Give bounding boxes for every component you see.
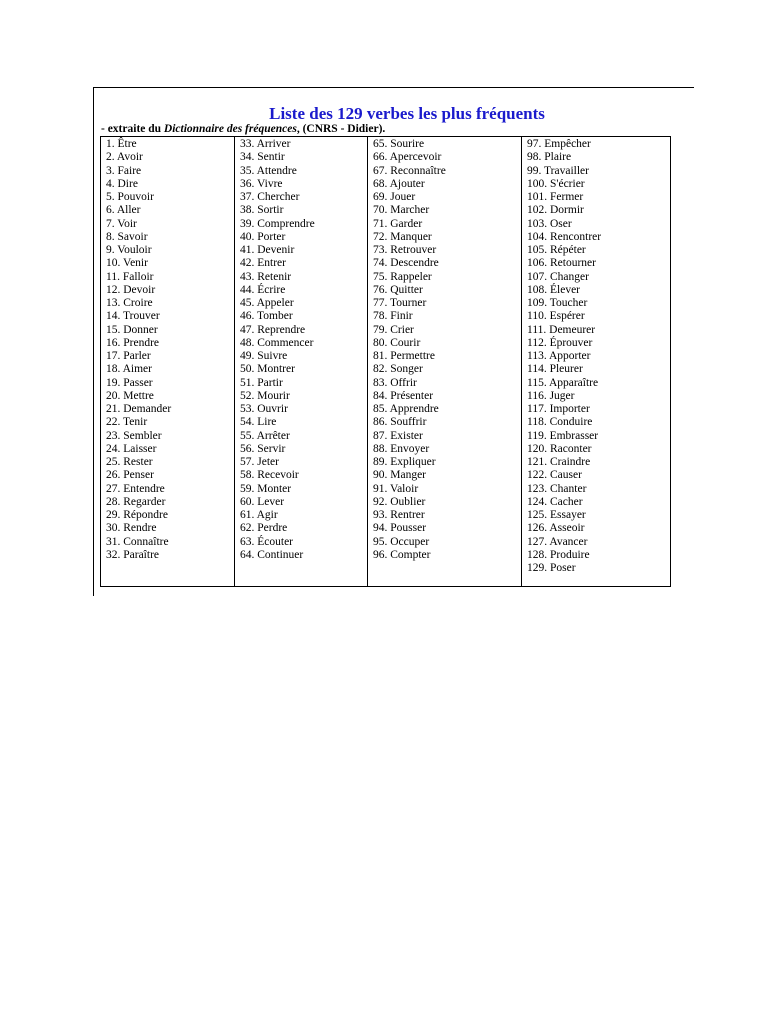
verb-list-item: 46. Tomber	[240, 310, 293, 323]
verb-list-item: 65. Sourire	[373, 138, 425, 150]
source-prefix: - extraite du	[101, 123, 164, 135]
verb-list-item: 90. Manger	[373, 469, 427, 482]
verb-list-item: 126. Asseoir	[527, 522, 585, 535]
verb-list-item: 118. Conduire	[527, 416, 593, 429]
page-title: Liste des 129 verbes les plus fréquents	[269, 104, 545, 123]
verb-list-item: 125. Essayer	[527, 509, 586, 521]
verb-list-item: 64. Continuer	[240, 548, 304, 561]
verb-list-item: 16. Prendre	[106, 336, 160, 349]
verb-list-item: 8. Savoir	[106, 230, 148, 243]
verb-list-item: 50. Montrer	[240, 363, 295, 376]
verb-list-item: 111. Demeurer	[527, 323, 596, 336]
verb-list-item: 43. Retenir	[240, 270, 292, 283]
verb-column-4	[522, 137, 670, 586]
verb-column-2	[235, 137, 368, 586]
verb-list-item: 109. Toucher	[527, 297, 588, 309]
verb-list-item: 59. Monter	[240, 482, 292, 495]
verb-list-item: 30. Rendre	[106, 522, 157, 535]
verb-list-item: 87. Exister	[373, 429, 423, 442]
verb-list-item: 75. Rappeler	[373, 270, 432, 283]
verb-list-item: 58. Recevoir	[240, 469, 299, 482]
verb-list-item: 113. Apporter	[527, 350, 591, 362]
verb-list-item: 73. Retrouver	[373, 244, 437, 256]
verb-list-item: 127. Avancer	[527, 535, 588, 548]
verb-list-item: 97. Empêcher	[527, 138, 591, 150]
verb-list-item: 20. Mettre	[106, 389, 154, 402]
verb-list-item: 120. Raconter	[527, 442, 592, 455]
verb-column-3	[368, 137, 522, 586]
verb-list-item: 13. Croire	[106, 297, 153, 309]
verb-list-item: 82. Songer	[373, 363, 423, 376]
verb-list-item: 108. Élever	[527, 283, 581, 296]
verb-list-item: 53. Ouvrir	[240, 403, 288, 415]
verb-list-item: 76. Quitter	[373, 283, 423, 296]
verb-list-item: 129. Poser	[527, 562, 576, 574]
verb-list-item: 39. Comprendre	[240, 217, 315, 230]
verb-list-item: 48. Commencer	[240, 336, 314, 349]
verb-list-item: 114. Pleurer	[527, 363, 583, 376]
verb-list-item: 62. Perdre	[240, 522, 288, 535]
verb-list-item: 67. Reconnaître	[373, 164, 446, 177]
verb-list-item: 78. Finir	[373, 310, 413, 323]
verb-list-item: 115. Apparaître	[527, 376, 599, 389]
verb-list-item: 11. Falloir	[106, 270, 154, 283]
verb-list-item: 103. Oser	[527, 217, 572, 230]
verb-list-item: 84. Présenter	[373, 389, 434, 402]
verb-list-item: 54. Lire	[240, 416, 277, 429]
verb-list-item: 33. Arriver	[240, 138, 291, 150]
verb-list-item: 104. Rencontrer	[527, 230, 602, 243]
source-suffix: , (CNRS - Didier).	[296, 123, 386, 135]
verb-list-item: 17. Parler	[106, 350, 151, 362]
verb-list-item: 81. Permettre	[373, 350, 435, 362]
verb-list-item: 85. Apprendre	[373, 403, 439, 415]
verb-list-item: 122. Causer	[527, 469, 582, 482]
verb-list-item: 101. Fermer	[527, 191, 584, 203]
verb-list-item: 6. Aller	[106, 204, 141, 217]
verb-list-item: 55. Arrêter	[240, 429, 290, 442]
verb-list-item: 5. Pouvoir	[106, 191, 154, 203]
verb-list-item: 40. Porter	[240, 230, 286, 243]
verb-list-item: 128. Produire	[527, 548, 590, 561]
verb-list-item: 99. Travailler	[527, 164, 589, 177]
verb-list-item: 45. Appeler	[240, 297, 294, 309]
verb-list-item: 7. Voir	[106, 217, 137, 230]
verb-list-item: 100. S'écrier	[527, 177, 585, 190]
verb-list-item: 14. Trouver	[106, 310, 160, 323]
verb-list-item: 24. Laisser	[106, 442, 157, 455]
verb-list-item: 124. Cacher	[527, 495, 583, 508]
verb-list-item: 66. Apercevoir	[373, 151, 442, 164]
verb-list-item: 51. Partir	[240, 376, 283, 389]
verb-list-item: 60. Lever	[240, 495, 285, 508]
verb-list-item: 29. Répondre	[106, 509, 168, 521]
verb-list-item: 93. Rentrer	[373, 509, 425, 521]
verb-list-item: 3. Faire	[106, 164, 142, 177]
verb-list-item: 56. Servir	[240, 442, 286, 455]
verb-list-item: 123. Chanter	[527, 482, 587, 495]
verb-list-item: 68. Ajouter	[373, 177, 425, 190]
verb-list-item: 71. Garder	[373, 217, 423, 230]
verb-list-item: 79. Crier	[373, 323, 414, 336]
verb-list-item: 106. Retourner	[527, 257, 596, 270]
verb-list-item: 23. Sembler	[106, 429, 162, 442]
verb-list-item: 117. Importer	[527, 403, 590, 415]
verb-list-item: 15. Donner	[106, 323, 158, 336]
verb-list-item: 12. Devoir	[106, 283, 156, 296]
verb-list-item: 77. Tourner	[373, 297, 427, 309]
verb-list-item: 74. Descendre	[373, 257, 439, 270]
verb-column-1	[101, 137, 235, 586]
verb-list-item: 25. Rester	[106, 456, 153, 468]
verb-table	[100, 136, 671, 587]
verb-list-item: 37. Chercher	[240, 191, 300, 203]
verb-list-item: 34. Sentir	[240, 151, 285, 164]
verb-list-item: 88. Envoyer	[373, 442, 430, 455]
verb-list-item: 105. Répéter	[527, 244, 586, 256]
verb-list-item: 70. Marcher	[373, 204, 430, 217]
verb-list-item: 121. Craindre	[527, 456, 591, 468]
verb-list-item: 22. Tenir	[106, 416, 148, 429]
verb-list-item: 9. Vouloir	[106, 244, 152, 256]
verb-list-item: 86. Souffrir	[373, 416, 427, 429]
verb-list-item: 44. Écrire	[240, 283, 286, 296]
verb-list-item: 91. Valoir	[373, 482, 419, 495]
verb-list-item: 107. Changer	[527, 270, 589, 283]
verb-list-item: 47. Reprendre	[240, 323, 306, 336]
verb-list-item: 41. Devenir	[240, 244, 295, 256]
verb-list-item: 21. Demander	[106, 403, 172, 415]
verb-list-item: 27. Entendre	[106, 482, 165, 495]
verb-list-item: 32. Paraître	[106, 548, 160, 561]
verb-list-item: 42. Entrer	[240, 257, 286, 270]
verb-list-item: 35. Attendre	[240, 164, 297, 177]
verb-list-item: 98. Plaire	[527, 151, 572, 164]
verb-list-item: 4. Dire	[106, 177, 138, 190]
verb-list-item: 83. Offrir	[373, 376, 417, 389]
verb-list-item: 96. Compter	[373, 548, 431, 561]
verb-list-item: 28. Regarder	[106, 495, 166, 508]
verb-list-item: 95. Occuper	[373, 535, 430, 548]
verb-list-item: 119. Embrasser	[527, 429, 599, 442]
verb-list-item: 102. Dormir	[527, 204, 584, 217]
verb-list-item: 69. Jouer	[373, 191, 416, 203]
verb-list-item: 80. Courir	[373, 336, 421, 349]
verb-list-item: 2. Avoir	[106, 151, 143, 164]
verb-list-item: 61. Agir	[240, 509, 278, 521]
verb-list-item: 10. Venir	[106, 257, 148, 270]
verb-list-item: 89. Expliquer	[373, 456, 436, 468]
source-note	[101, 123, 385, 135]
verb-list-item: 18. Aimer	[106, 363, 152, 376]
verb-list-item: 110. Espérer	[527, 310, 585, 323]
verb-list-item: 116. Juger	[527, 389, 575, 402]
verb-list-item: 52. Mourir	[240, 389, 290, 402]
verb-list-item: 72. Manquer	[373, 230, 432, 243]
verb-list-item: 26. Penser	[106, 469, 154, 482]
source-book-title: Dictionnaire des fréquences	[163, 123, 297, 135]
verb-list-item: 19. Passer	[106, 376, 153, 389]
verb-list-item: 31. Connaître	[106, 535, 169, 548]
verb-list-item: 92. Oublier	[373, 495, 426, 508]
verb-list-item: 57. Jeter	[240, 456, 279, 468]
verb-list-item: 1. Être	[106, 138, 137, 150]
verb-list-item: 36. Vivre	[240, 177, 283, 190]
verb-list-item: 94. Pousser	[373, 522, 427, 535]
verb-list-item: 63. Écouter	[240, 535, 294, 548]
verb-list-item: 112. Éprouver	[527, 336, 593, 349]
verb-list-item: 38. Sortir	[240, 204, 284, 217]
verb-list-item: 49. Suivre	[240, 350, 288, 362]
